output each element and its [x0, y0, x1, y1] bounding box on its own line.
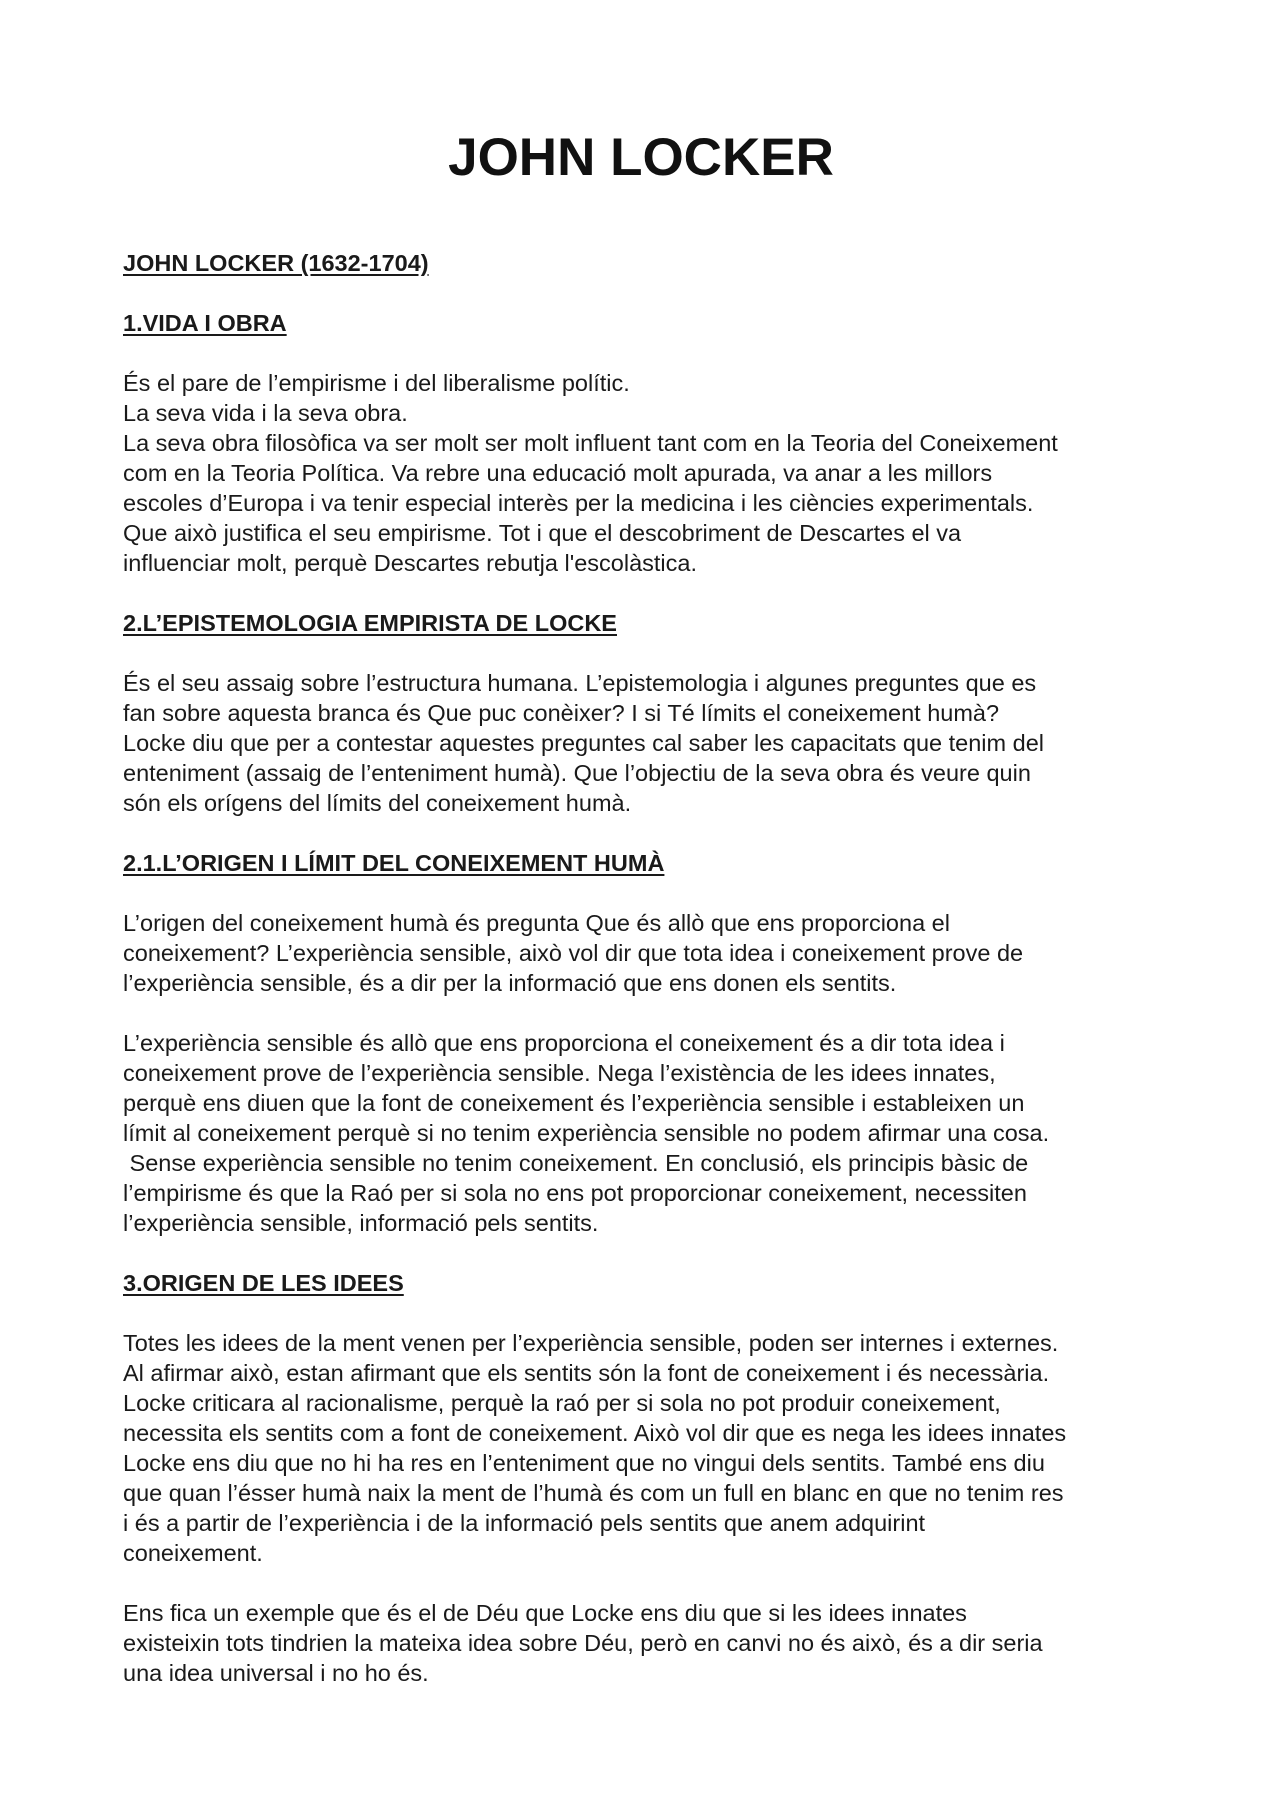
text-line: Sense experiència sensible no tenim coneixement. En conclusió, els principis bàsic de [123, 1150, 1029, 1176]
page-title: JOHN LOCKER [448, 128, 834, 187]
text-line: coneixement? L’experiència sensible, això vol dir que tota idea i coneixement prove de [123, 940, 1024, 966]
text-line: coneixement. [123, 1540, 263, 1566]
text-line: La seva vida i la seva obra. [123, 400, 408, 426]
text-line: necessita els sentits com a font de coneixement. Això vol dir que es nega les idees innates [123, 1420, 1067, 1446]
spacer [123, 278, 1183, 308]
text-line: enteniment (assaig de l’enteniment humà). Que l’objectiu de la seva obra és veure quin [123, 760, 1031, 786]
text-line: La seva obra filosòfica va ser molt ser molt influent tant com en la Teoria del Coneixement [123, 430, 1058, 456]
spacer [123, 638, 1183, 668]
text-line: límit al coneixement perquè si no tenim experiència sensible no podem afirmar una cosa. [123, 1120, 1050, 1146]
text-line: L’origen del coneixement humà és pregunta Que és allò que ens proporciona el [123, 910, 950, 936]
paragraph [123, 1328, 1183, 1568]
section-heading: 1.VIDA I OBRA [123, 310, 287, 336]
text-line: una idea universal i no ho és. [123, 1660, 429, 1686]
text-line: És el seu assaig sobre l’estructura humana. L’epistemologia i algunes preguntes que es [123, 670, 1037, 696]
document-subtitle: JOHN LOCKER (1632-1704) [123, 250, 429, 276]
spacer [123, 338, 1183, 368]
paragraph [123, 368, 1183, 578]
text-line: escoles d’Europa i va tenir especial interès per la medicina i les ciències experimentals. [123, 490, 1034, 516]
spacer [123, 1238, 1183, 1268]
text-line: fan sobre aquesta branca és Que puc conèixer? I si Té límits el coneixement humà? [123, 700, 1000, 726]
document-body [123, 248, 1183, 1718]
text-line: influenciar molt, perquè Descartes rebutja l'escolàstica. [123, 550, 697, 576]
text-line: existeixin tots tindrien la mateixa idea sobre Déu, però en canvi no és això, és a dir seria [123, 1630, 1043, 1656]
text-line: l’empirisme és que la Raó per si sola no ens pot proporcionar coneixement, necessiten [123, 1180, 1027, 1206]
text-line: L’experiència sensible és allò que ens proporciona el coneixement és a dir tota idea i [123, 1030, 1005, 1056]
text-line: Ens fica un exemple que és el de Déu que Locke ens diu que si les idees innates [123, 1600, 967, 1626]
spacer [123, 998, 1183, 1028]
spacer [123, 1298, 1183, 1328]
text-line: com en la Teoria Política. Va rebre una educació molt apurada, va anar a les millors [123, 460, 993, 486]
section-heading: 3.ORIGEN DE LES IDEES [123, 1270, 404, 1296]
text-line: són els orígens del límits del coneixement humà. [123, 790, 632, 816]
sections-container [123, 308, 1183, 1718]
text-line: És el pare de l’empirisme i del liberalisme polític. [123, 370, 630, 396]
text-line: Locke diu que per a contestar aquestes preguntes cal saber les capacitats que tenim del [123, 730, 1044, 756]
text-line: Locke criticara al racionalisme, perquè la raó per si sola no pot produir coneixement, [123, 1390, 1001, 1416]
spacer [123, 1568, 1183, 1598]
text-line: Al afirmar això, estan afirmant que els sentits són la font de coneixement i és necessària. [123, 1360, 1050, 1386]
text-line: Locke ens diu que no hi ha res en l’enteniment que no vingui dels sentits. També ens diu [123, 1450, 1045, 1476]
text-line: que quan l’ésser humà naix la ment de l’humà és com un full en blanc en que no tenim res [123, 1480, 1064, 1506]
paragraph [123, 1598, 1183, 1688]
text-line: Totes les idees de la ment venen per l’experiència sensible, poden ser internes i externes. [123, 1330, 1059, 1356]
text-line: Que això justifica el seu empirisme. Tot i que el descobriment de Descartes el va [123, 520, 962, 546]
text-line: l’experiència sensible, informació pels sentits. [123, 1210, 599, 1236]
paragraph [123, 668, 1183, 818]
section-heading: 2.L’EPISTEMOLOGIA EMPIRISTA DE LOCKE [123, 610, 617, 636]
spacer [123, 878, 1183, 908]
paragraph [123, 908, 1183, 998]
text-line: coneixement prove de l’experiència sensible. Nega l’existència de les idees innates, [123, 1060, 996, 1086]
text-line: i és a partir de l’experiència i de la informació pels sentits que anem adquirint [123, 1510, 926, 1536]
text-line: perquè ens diuen que la font de coneixement és l’experiència sensible i estableixen un [123, 1090, 1025, 1116]
spacer [123, 578, 1183, 608]
spacer [123, 818, 1183, 848]
text-line: l’experiència sensible, és a dir per la informació que ens donen els sentits. [123, 970, 897, 996]
spacer [123, 1688, 1183, 1718]
section-heading: 2.1.L’ORIGEN I LÍMIT DEL CONEIXEMENT HUMÀ [123, 850, 665, 876]
paragraph [123, 1028, 1183, 1238]
